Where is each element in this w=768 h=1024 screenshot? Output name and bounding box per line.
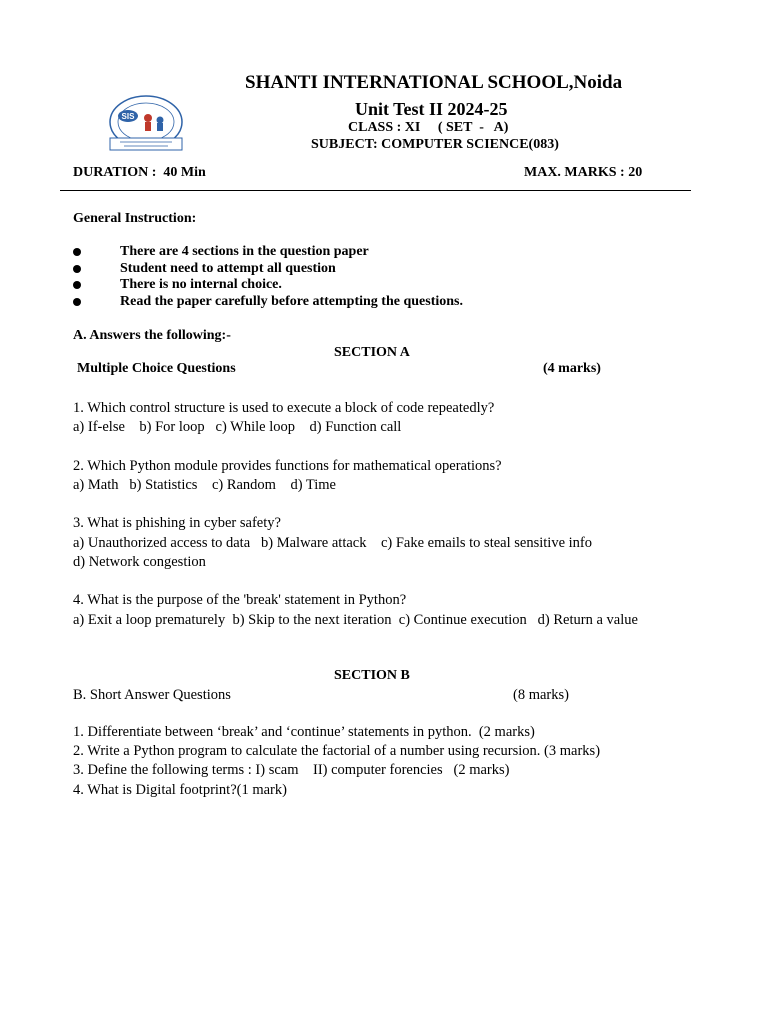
section-b-heading: SECTION B <box>334 668 410 683</box>
subject-line: SUBJECT: COMPUTER SCIENCE(083) <box>311 137 559 152</box>
question-b1: 1. Differentiate between ‘break’ and ‘continue’ statements in python. (2 marks) <box>73 724 535 740</box>
section-a-subtitle: Multiple Choice Questions <box>77 361 236 376</box>
logo-text: SIS <box>121 112 135 121</box>
max-marks: MAX. MARKS : 20 <box>524 165 643 180</box>
question-b4: 4. What is Digital footprint?(1 mark) <box>73 782 287 798</box>
instructions-title: General Instruction: <box>73 211 197 226</box>
question-a2-options: a) Math b) Statistics c) Random d) Time <box>73 477 336 493</box>
header-divider <box>60 190 691 191</box>
bullet-icon <box>73 248 81 256</box>
question-a4: 4. What is the purpose of the 'break' statement in Python? <box>73 592 407 608</box>
bullet-icon <box>73 281 81 289</box>
instruction-item: There are 4 sections in the question paper <box>73 244 463 261</box>
question-a3-options: a) Unauthorized access to data b) Malware attack c) Fake emails to steal sensitive info <box>73 535 592 551</box>
question-a3: 3. What is phishing in cyber safety? <box>73 515 281 531</box>
question-b3: 3. Define the following terms : I) scam II) computer forencies (2 marks) <box>73 762 510 778</box>
section-a-marks: (4 marks) <box>543 361 601 376</box>
section-b-subtitle: B. Short Answer Questions <box>73 687 231 703</box>
instruction-item: Student need to attempt all question <box>73 261 463 278</box>
bullet-icon <box>73 265 81 273</box>
instruction-item: There is no internal choice. <box>73 277 463 294</box>
class-set-line: CLASS : XI ( SET - A) <box>348 120 509 135</box>
section-a-heading: SECTION A <box>334 345 410 360</box>
school-logo <box>102 92 190 156</box>
question-a1: 1. Which control structure is used to execute a block of code repeatedly? <box>73 400 495 416</box>
question-b2: 2. Write a Python program to calculate the factorial of a number using recursion. (3 marks) <box>73 743 601 759</box>
school-name: SHANTI INTERNATIONAL SCHOOL,Noida <box>245 72 623 93</box>
question-a4-options: a) Exit a loop prematurely b) Skip to the next iteration c) Continue execution d) Return a value <box>73 612 638 628</box>
question-a2: 2. Which Python module provides functions for mathematical operations? <box>73 458 502 474</box>
question-a1-options: a) If-else b) For loop c) While loop d) Function call <box>73 419 402 435</box>
section-b-marks: (8 marks) <box>513 687 569 703</box>
section-a-intro: A. Answers the following:- <box>73 328 231 343</box>
instructions-list <box>73 244 463 310</box>
bullet-icon <box>73 298 81 306</box>
duration: DURATION : 40 Min <box>73 165 206 180</box>
test-title: Unit Test II 2024-25 <box>355 99 508 119</box>
question-a3-options-2: d) Network congestion <box>73 554 206 570</box>
instruction-item: Read the paper carefully before attempting the questions. <box>73 294 463 311</box>
